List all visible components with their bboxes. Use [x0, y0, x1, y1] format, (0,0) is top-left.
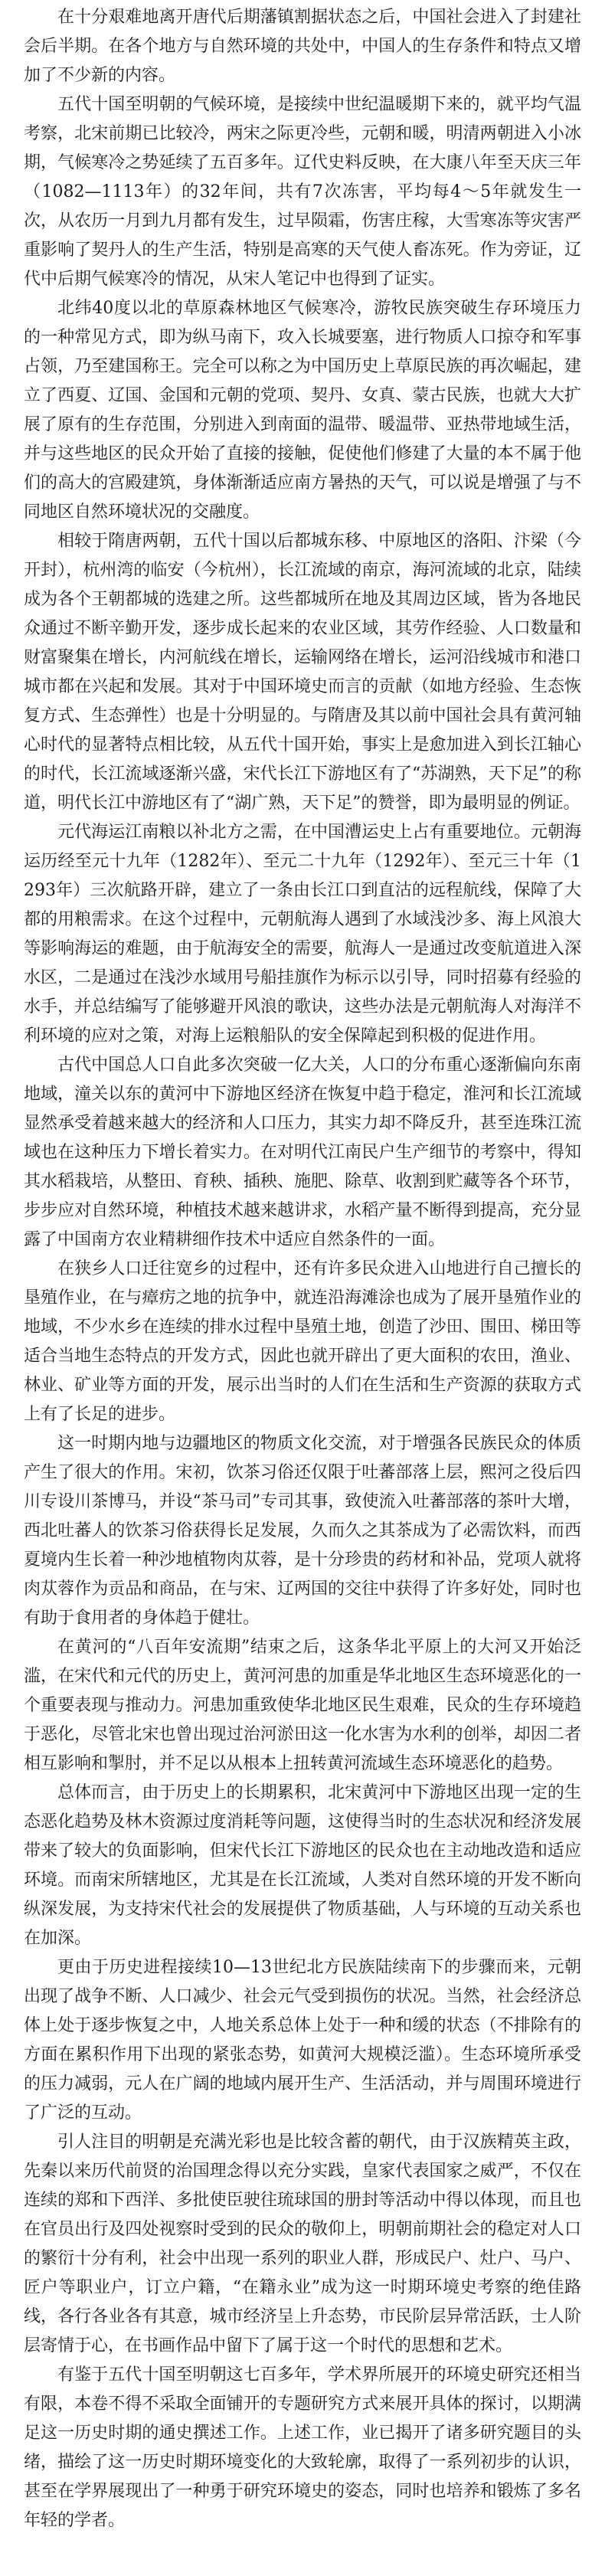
- paragraph-conclusion: 有鉴于五代十国至明朝这七百多年，学术界所展开的环境史研究还相当有限，本卷不得不采取全面铺开的专题研究方式来展开具体的探讨，以期满足这一历史时期的通史撰述工作。上述工作，业已揭开了诸多研究题目的头绪，描绘了这一历史时期环境变化的大致轮廓，取得了一系列初步的认识，甚至在学界展现出了一种勇于研究环境史的姿态，同时也培养和锻炼了多名年轻的学者。: [24, 2365, 581, 2530]
- paragraph-sea-transport: 元代海运江南粮以补北方之需，在中国漕运史上占有重要地位。元朝海运历经至元十九年（1282年）、至元二十九年（1292年）、至元三十年（1293年）三次航路开辟，建立了一条由长江口到直沽的远程航线，保障了大都的用粮需求。在这个过程中，元朝航海人遇到了水域浅沙多、海上风浪大等影响海运的难题，由于航海安全的需要，航海人一是通过改变航道进入深水区，二是通过在浅沙水域用号船挂旗作为标示以引导，同时招募有经验的水手，并总结编写了能够避开风浪的歌诀，这些办法是元朝航海人对海洋不利环境的应对之策，对海上运粮船队的安全保障起到积极的促进作用。: [24, 823, 581, 1046]
- paragraph-climate: 五代十国至明朝的气候环境，是接续中世纪温暖期下来的，就平均气温考察，北宋前期已比较冷，两宋之际更冷些，元朝和暖，明清两朝进入小冰期，气候寒冷之势延续了五百多年。辽代史料反映，在大康八年至天庆三年（1082—1113年）的32年间，共有7次冻害，平均每4～5年就发生一次，从农历一月到九月都有发生，过早陨霜，伤害庄稼，大雪寒冻等灾害严重影响了契丹人的生产生活，特别是高寒的天气使人畜冻死。作为旁证，辽代中后期气候寒冷的情况，从宋人笔记中也得到了证实。: [24, 95, 581, 289]
- paragraph-song-summary: 总体而言，由于历史上的长期累积，北宋黄河中下游地区出现一定的生态恶化趋势及林木资源过度消耗等问题，这使得当时的生态状况和经济发展带来了较大的负面影响，但宋代长江下游地区的民众也在主动地改造和适应环境。而南宋所辖地区，尤其是在长江流域，人类对自然环境的开发不断向纵深发展，为支持宋代社会的发展提供了物质基础，人与环境的互动关系也在加深。: [24, 1783, 581, 1948]
- paragraph-ming: 引人注目的明朝是充满光彩也是比较含蓄的朝代，由于汉族精英主政，先秦以来历代前贤的治国理念得以充分实践，皇家代表国家之威严，不仅在连续的郑和下西洋、多批使臣驶往琉球国的册封等活动中得以体现，而且也在官员出行及四处视察时受到的民众的敬仰上，明朝前期社会的稳定对人口的繁衍十分有利，社会中出现一系列的职业人群，形成民户、灶户、马户、匠户等职业户，订立户籍，“在籍永业”成为这一时期环境史考察的绝佳路线，各行各业各有其意，城市经济呈上升态势，市民阶层异常活跃，士人阶层寄情于心，在书画作品中留下了属于这一个时代的思想和艺术。: [24, 2132, 581, 2355]
- paragraph-cultural-exchange: 这一时期内地与边疆地区的物质文化交流，对于增强各民族民众的体质产生了很大的作用。宋初，饮茶习俗还仅限于吐蕃部落上层，熙河之役后四川专设川茶博马，并设“茶马司”专司其事，致使流入吐蕃部落的茶叶大增，西北吐蕃人的饮茶习俗获得长足发展，久而久之其茶成为了必需饮料，而西夏境内生长着一种沙地植物肉苁蓉，是十分珍贵的药材和补品，党项人就将肉苁蓉作为贡品和商品，在与宋、辽两国的交往中获得了许多好处，同时也有助于食用者的身体趋于健壮。: [24, 1434, 581, 1628]
- paragraph-population: 古代中国总人口自此多次突破一亿大关，人口的分布重心逐渐偏向东南地域，潼关以东的黄河中下游地区经济在恢复中趋于稳定，淮河和长江流域显然承受着越来越大的经济和人口压力，其实力却不降反升，甚至连珠江流域也在这种压力下增长着实力。在对明代江南民户生产细节的考察中，得知其水稻栽培，从整田、育秧、插秧、施肥、除草、收割到贮藏等各个环节，步步应对自然环境，种植技术越来越讲求，水稻产量不断得到提高，充分显露了中国南方农业精耕细作技术中适应自然条件的一面。: [24, 1056, 581, 1249]
- paragraph-nomads: 北纬40度以北的草原森林地区气候寒冷，游牧民族突破生存环境压力的一种常见方式，即为纵马南下，攻入长城要塞，进行物质人口掠夺和军事占领，乃至建国称王。完全可以称之为中国历史上草原民族的再次崛起，建立了西夏、辽国、金国和元朝的党项、契丹、女真、蒙古民族，也就大大扩展了原有的生存范围，分别进入到南面的温带、暖温带、亚热带地域生活，并与这些地区的民众开始了直接的接触，促使他们修建了大量的本不属于他们的高大的宫殿建筑，身体渐渐适应南方暑热的天气，可以说是增强了与不同地区自然环境状况的交融度。: [24, 299, 581, 522]
- paragraph-yuan: 更由于历史进程接续10—13世纪北方民族陆续南下的步骤而来，元朝出现了战争不断、人口减少、社会元气受到损伤的状况。当然，社会经济总体上处于逐步恢复之中，人地关系总体上处于一种和缓的状态（不排除有的方面在累积作用下出现的紧张态势，如黄河大规模泛滥）。生态环境所承受的压力减弱，元人在广阔的地域内展开生产、生活活动，并与周围环境进行了广泛的互动。: [24, 1958, 581, 2123]
- paragraph-yellow-river: 在黄河的“八百年安流期”结束之后，这条华北平原上的大河又开始泛滥，在宋代和元代的历史上，黄河河患的加重是华北地区生态环境恶化的一个重要表现与推动力。河患加重致使华北地区民生艰难，民众的生存环境趋于恶化，尽管北宋也曾出现过治河淤田这一化水害为水利的创举，却因二者相互影响和掣肘，并不足以从根本上扭转黄河流域生态环境恶化的趋势。: [24, 1638, 581, 1773]
- paragraph-intro: 在十分艰难地离开唐代后期藩镇割据状态之后，中国社会进入了封建社会后半期。在各个地方与自然环境的共处中，中国人的生存条件和特点又增加了不少新的内容。: [24, 8, 581, 85]
- paragraph-capitals: 相较于隋唐两朝，五代十国以后都城东移、中原地区的洛阳、汴梁（今开封），杭州湾的临安（今杭州），长江流域的南京，海河流域的北京，陆续成为各个王朝都城的选建之所。这些都城所在地及其周边区域，皆为各地民众通过不断辛勤开发，逐步成长起来的农业区域，其劳作经验、人口数量和财富聚集在增长，内河航线在增长，运输网络在增长，运河沿线城市和港口城市都在兴起和发展。其对于中国环境史而言的贡献（如地方经验、生态恢复方式、生态弹性）也是十分明显的。与隋唐及其以前中国社会具有黄河轴心时代的显著特点相比较，从五代十国开始，事实上是愈加进入到长江轴心的时代，长江流域逐渐兴盛，宋代长江下游地区有了“苏湖熟，天下足”的称道，明代长江中游地区有了“湖广熟，天下足”的赞誉，即为最明显的例证。: [24, 532, 581, 813]
- paragraph-land-reclamation: 在狭乡人口迁往宽乡的过程中，还有许多民众进入山地进行自己擅长的垦殖作业，在与瘴疠之地的抗争中，就连沿海滩涂也成为了展开垦殖作业的地域，不少水乡在连续的排水过程中垦殖土地，创造了沙田、围田、梯田等适合当地生态特点的开发方式，因此也就开辟出了更大面积的农田，渔业、林业、矿业等方面的开发，展示出当时的人们在生活和生产资源的获取方式上有了长足的进步。: [24, 1259, 581, 1424]
- document-body: [24, 3, 581, 2535]
